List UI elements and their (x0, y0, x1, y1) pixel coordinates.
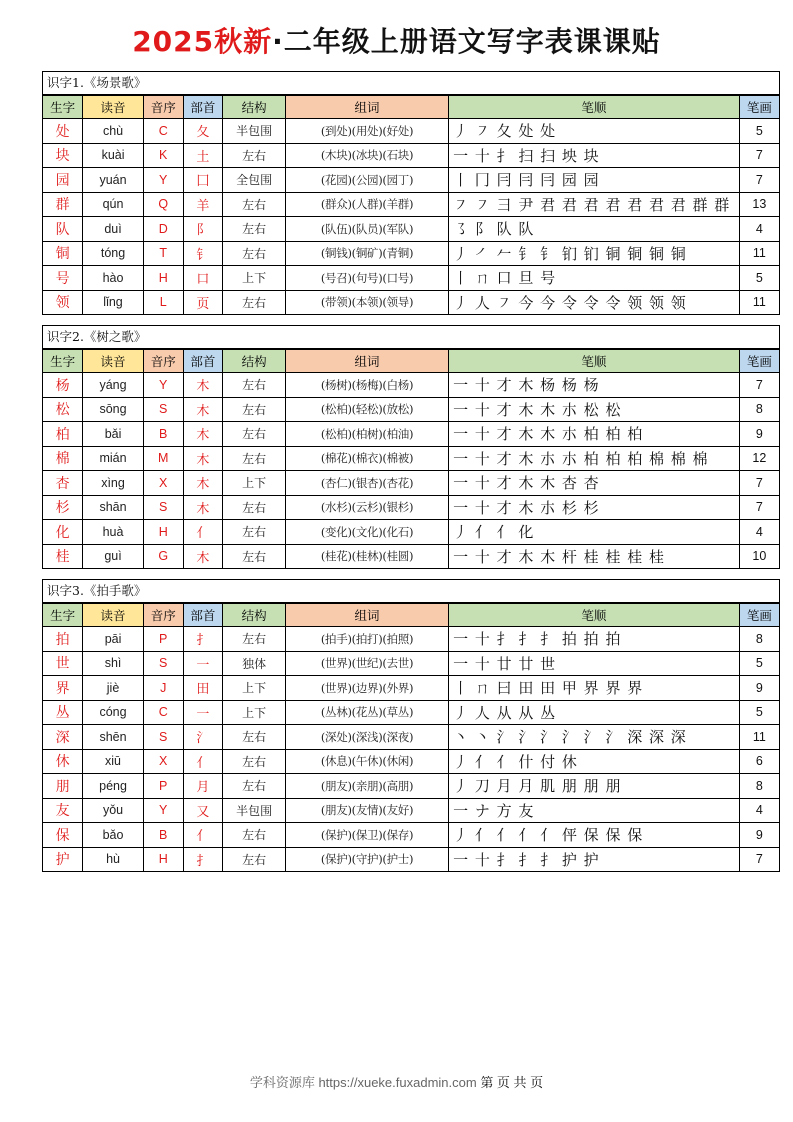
generated-char-cell: 杉 (43, 495, 83, 520)
column-header-pinyin: 读音 (83, 604, 144, 627)
column-header-structure: 结构 (223, 350, 286, 373)
generated-char-cell: 界 (43, 676, 83, 701)
radical-cell: 土 (183, 143, 223, 168)
table-row (43, 192, 779, 217)
stroke-order-cell: 丶 丶 氵 氵 氵 氵 氵 氵 深 深 深 (449, 725, 740, 750)
generated-char-cell: 护 (43, 847, 83, 871)
generated-char-cell: 化 (43, 520, 83, 545)
sound-order-cell: M (143, 446, 183, 471)
pinyin-cell: hù (83, 847, 144, 871)
radical-cell: 钅 (183, 241, 223, 266)
stroke-count-cell: 5 (739, 266, 779, 291)
table-row (43, 774, 779, 799)
stroke-order-cell: 丿 ㇒ 𠂉 钅 钅 钔 钔 铜 铜 铜 铜 (449, 241, 740, 266)
pinyin-cell: shēn (83, 725, 144, 750)
stroke-count-cell: 13 (739, 192, 779, 217)
table-row (43, 544, 779, 568)
stroke-count-cell: 9 (739, 676, 779, 701)
page-footer (0, 1072, 793, 1091)
column-header-char: 生字 (43, 96, 83, 119)
column-header-words: 组词 (286, 604, 449, 627)
structure-cell: 左右 (223, 847, 286, 871)
generated-char-cell: 领 (43, 290, 83, 314)
radical-cell: 木 (183, 373, 223, 398)
table-row (43, 847, 779, 871)
pinyin-cell: lǐng (83, 290, 144, 314)
generated-char-cell: 队 (43, 217, 83, 242)
stroke-order-cell: 丨 ㄇ 口 旦 号 (449, 266, 740, 291)
character-table (43, 603, 779, 871)
radical-cell: 一 (183, 651, 223, 676)
section-title: 识字3.《拍手歌》 (43, 580, 779, 603)
sound-order-cell: H (143, 847, 183, 871)
structure-cell: 左右 (223, 143, 286, 168)
radical-cell: 阝 (183, 217, 223, 242)
word-groups-cell: (世界)(世纪)(去世) (286, 651, 449, 676)
pinyin-cell: jiè (83, 676, 144, 701)
word-groups-cell: (杏仁)(银杏)(杏花) (286, 471, 449, 496)
radical-cell: 木 (183, 446, 223, 471)
structure-cell: 左右 (223, 749, 286, 774)
section-title: 识字2.《树之歌》 (43, 326, 779, 349)
column-header-count: 笔画 (739, 350, 779, 373)
generated-char-cell: 杨 (43, 373, 83, 398)
table-header-row (43, 604, 779, 627)
stroke-count-cell: 7 (739, 373, 779, 398)
structure-cell: 左右 (223, 241, 286, 266)
footer-site: 学科资源库 https://xueke.fuxadmin.com (249, 1075, 477, 1090)
pinyin-cell: guì (83, 544, 144, 568)
sound-order-cell: X (143, 749, 183, 774)
generated-char-cell: 块 (43, 143, 83, 168)
table-row (43, 471, 779, 496)
radical-cell: 木 (183, 397, 223, 422)
column-header-order: 音序 (143, 604, 183, 627)
page-title-highlight: 2025秋新 (132, 25, 273, 58)
structure-cell: 左右 (223, 544, 286, 568)
word-groups-cell: (号召)(句号)(口号) (286, 266, 449, 291)
radical-cell: 木 (183, 471, 223, 496)
column-header-words: 组词 (286, 96, 449, 119)
structure-cell: 全包围 (223, 168, 286, 193)
structure-cell: 左右 (223, 373, 286, 398)
table-row (43, 676, 779, 701)
table-row (43, 651, 779, 676)
column-header-count: 笔画 (739, 96, 779, 119)
stroke-count-cell: 6 (739, 749, 779, 774)
word-groups-cell: (群众)(人群)(羊群) (286, 192, 449, 217)
radical-cell: 口 (183, 266, 223, 291)
sound-order-cell: P (143, 774, 183, 799)
column-header-count: 笔画 (739, 604, 779, 627)
stroke-count-cell: 8 (739, 397, 779, 422)
table-row (43, 446, 779, 471)
structure-cell: 左右 (223, 217, 286, 242)
pinyin-cell: shì (83, 651, 144, 676)
pinyin-cell: kuài (83, 143, 144, 168)
pinyin-cell: shān (83, 495, 144, 520)
stroke-count-cell: 7 (739, 847, 779, 871)
radical-cell: 田 (183, 676, 223, 701)
column-header-strokes: 笔顺 (449, 96, 740, 119)
stroke-order-cell: ㇇ ㇇ 彐 尹 君 君 君 君 君 君 君 群 群 (449, 192, 740, 217)
radical-cell: 一 (183, 700, 223, 725)
table-row (43, 422, 779, 447)
table-row (43, 627, 779, 652)
sound-order-cell: G (143, 544, 183, 568)
pinyin-cell: huà (83, 520, 144, 545)
pinyin-cell: qún (83, 192, 144, 217)
structure-cell: 左右 (223, 774, 286, 799)
sound-order-cell: S (143, 651, 183, 676)
stroke-order-cell: 丿 人 从 从 丛 (449, 700, 740, 725)
table-row (43, 373, 779, 398)
word-groups-cell: (松柏)(柏树)(柏油) (286, 422, 449, 447)
column-header-char: 生字 (43, 350, 83, 373)
radical-cell: 扌 (183, 847, 223, 871)
column-header-radical: 部首 (183, 96, 223, 119)
stroke-order-cell: 丿 刀 月 月 肌 朋 朋 朋 (449, 774, 740, 799)
stroke-count-cell: 11 (739, 290, 779, 314)
radical-cell: 囗 (183, 168, 223, 193)
stroke-order-cell: 丨 ㄇ 曰 田 田 甲 界 界 界 (449, 676, 740, 701)
section-title: 识字1.《场景歌》 (43, 72, 779, 95)
stroke-count-cell: 5 (739, 651, 779, 676)
structure-cell: 独体 (223, 651, 286, 676)
stroke-count-cell: 7 (739, 471, 779, 496)
word-groups-cell: (到处)(用处)(好处) (286, 119, 449, 144)
generated-char-cell: 拍 (43, 627, 83, 652)
column-header-order: 音序 (143, 350, 183, 373)
stroke-count-cell: 5 (739, 700, 779, 725)
stroke-order-cell: 一 十 扌 扫 扫 坱 块 (449, 143, 740, 168)
stroke-order-cell: 丿 人 ㇇ 今 今 令 令 令 领 领 领 (449, 290, 740, 314)
pinyin-cell: yáng (83, 373, 144, 398)
pinyin-cell: pāi (83, 627, 144, 652)
table-row (43, 290, 779, 314)
structure-cell: 左右 (223, 422, 286, 447)
structure-cell: 左右 (223, 725, 286, 750)
stroke-order-cell: 一 十 才 木 朩 杉 杉 (449, 495, 740, 520)
generated-char-cell: 友 (43, 798, 83, 823)
sound-order-cell: Y (143, 168, 183, 193)
stroke-order-cell: 一 十 才 木 木 朩 柏 柏 柏 (449, 422, 740, 447)
stroke-count-cell: 9 (739, 823, 779, 848)
sound-order-cell: Y (143, 798, 183, 823)
stroke-count-cell: 8 (739, 627, 779, 652)
generated-char-cell: 桂 (43, 544, 83, 568)
stroke-count-cell: 4 (739, 520, 779, 545)
generated-char-cell: 园 (43, 168, 83, 193)
character-table (43, 349, 779, 568)
radical-cell: 木 (183, 495, 223, 520)
generated-char-cell: 铜 (43, 241, 83, 266)
structure-cell: 左右 (223, 627, 286, 652)
column-header-radical: 部首 (183, 350, 223, 373)
stroke-order-cell: ㇌ 阝 队 队 (449, 217, 740, 242)
sound-order-cell: C (143, 119, 183, 144)
stroke-order-cell: 丿 亻 亻 什 付 休 (449, 749, 740, 774)
word-groups-cell: (拍手)(拍打)(拍照) (286, 627, 449, 652)
column-header-char: 生字 (43, 604, 83, 627)
sound-order-cell: P (143, 627, 183, 652)
table-row (43, 520, 779, 545)
pinyin-cell: yuán (83, 168, 144, 193)
table-row (43, 749, 779, 774)
stroke-count-cell: 9 (739, 422, 779, 447)
structure-cell: 上下 (223, 266, 286, 291)
word-groups-cell: (朋友)(亲朋)(高朋) (286, 774, 449, 799)
stroke-count-cell: 10 (739, 544, 779, 568)
word-groups-cell: (变化)(文化)(化石) (286, 520, 449, 545)
structure-cell: 上下 (223, 700, 286, 725)
sound-order-cell: S (143, 495, 183, 520)
stroke-order-cell: 一 ナ 方 友 (449, 798, 740, 823)
generated-char-cell: 松 (43, 397, 83, 422)
generated-char-cell: 杏 (43, 471, 83, 496)
section-3-table (42, 579, 780, 872)
word-groups-cell: (世界)(边界)(外界) (286, 676, 449, 701)
stroke-count-cell: 8 (739, 774, 779, 799)
word-groups-cell: (棉花)(棉衣)(棉被) (286, 446, 449, 471)
structure-cell: 左右 (223, 192, 286, 217)
pinyin-cell: tóng (83, 241, 144, 266)
sound-order-cell: C (143, 700, 183, 725)
table-row (43, 495, 779, 520)
generated-char-cell: 朋 (43, 774, 83, 799)
word-groups-cell: (花园)(公园)(园丁) (286, 168, 449, 193)
word-groups-cell: (木块)(冰块)(石块) (286, 143, 449, 168)
stroke-count-cell: 4 (739, 798, 779, 823)
radical-cell: 夂 (183, 119, 223, 144)
table-row (43, 217, 779, 242)
generated-char-cell: 世 (43, 651, 83, 676)
table-row (43, 266, 779, 291)
table-row (43, 397, 779, 422)
word-groups-cell: (松柏)(轻松)(放松) (286, 397, 449, 422)
column-header-radical: 部首 (183, 604, 223, 627)
stroke-order-cell: 一 十 才 木 朩 朩 柏 柏 柏 棉 棉 棉 (449, 446, 740, 471)
radical-cell: 扌 (183, 627, 223, 652)
word-groups-cell: (保护)(保卫)(保存) (286, 823, 449, 848)
generated-char-cell: 保 (43, 823, 83, 848)
sound-order-cell: H (143, 520, 183, 545)
sound-order-cell: D (143, 217, 183, 242)
stroke-count-cell: 12 (739, 446, 779, 471)
sound-order-cell: T (143, 241, 183, 266)
table-row (43, 119, 779, 144)
sound-order-cell: J (143, 676, 183, 701)
structure-cell: 半包围 (223, 798, 286, 823)
page-title (0, 20, 793, 60)
generated-char-cell: 柏 (43, 422, 83, 447)
sound-order-cell: S (143, 397, 183, 422)
structure-cell: 上下 (223, 471, 286, 496)
sound-order-cell: S (143, 725, 183, 750)
table-row (43, 700, 779, 725)
structure-cell: 左右 (223, 520, 286, 545)
pinyin-cell: mián (83, 446, 144, 471)
stroke-order-cell: 一 十 廿 廿 世 (449, 651, 740, 676)
section-2-table (42, 325, 780, 569)
stroke-count-cell: 7 (739, 143, 779, 168)
generated-char-cell: 号 (43, 266, 83, 291)
pinyin-cell: duì (83, 217, 144, 242)
word-groups-cell: (铜钱)(铜矿)(青铜) (286, 241, 449, 266)
sound-order-cell: X (143, 471, 183, 496)
pinyin-cell: yǒu (83, 798, 144, 823)
column-header-strokes: 笔顺 (449, 350, 740, 373)
radical-cell: 亻 (183, 520, 223, 545)
pinyin-cell: péng (83, 774, 144, 799)
word-groups-cell: (深处)(深浅)(深夜) (286, 725, 449, 750)
pinyin-cell: bǎi (83, 422, 144, 447)
table-row (43, 168, 779, 193)
structure-cell: 左右 (223, 397, 286, 422)
radical-cell: 又 (183, 798, 223, 823)
sound-order-cell: H (143, 266, 183, 291)
stroke-count-cell: 4 (739, 217, 779, 242)
sound-order-cell: B (143, 422, 183, 447)
stroke-count-cell: 5 (739, 119, 779, 144)
generated-char-cell: 棉 (43, 446, 83, 471)
structure-cell: 左右 (223, 446, 286, 471)
structure-cell: 上下 (223, 676, 286, 701)
generated-char-cell: 休 (43, 749, 83, 774)
column-header-structure: 结构 (223, 604, 286, 627)
word-groups-cell: (队伍)(队员)(军队) (286, 217, 449, 242)
table-header-row (43, 350, 779, 373)
stroke-order-cell: 一 十 扌 扌 扌 护 护 (449, 847, 740, 871)
stroke-order-cell: 一 十 才 木 杨 杨 杨 (449, 373, 740, 398)
pinyin-cell: hào (83, 266, 144, 291)
stroke-count-cell: 7 (739, 168, 779, 193)
sound-order-cell: K (143, 143, 183, 168)
sound-order-cell: Y (143, 373, 183, 398)
sound-order-cell: B (143, 823, 183, 848)
pinyin-cell: xiū (83, 749, 144, 774)
stroke-order-cell: 丿 亻 亻 化 (449, 520, 740, 545)
column-header-structure: 结构 (223, 96, 286, 119)
stroke-order-cell: 一 十 才 木 木 朩 松 松 (449, 397, 740, 422)
pinyin-cell: cóng (83, 700, 144, 725)
structure-cell: 半包围 (223, 119, 286, 144)
page-title-main: ·二年级上册语文写字表课课贴 (272, 25, 661, 58)
stroke-count-cell: 7 (739, 495, 779, 520)
word-groups-cell: (带领)(本领)(领导) (286, 290, 449, 314)
generated-char-cell: 深 (43, 725, 83, 750)
column-header-pinyin: 读音 (83, 350, 144, 373)
stroke-count-cell: 11 (739, 725, 779, 750)
radical-cell: 亻 (183, 749, 223, 774)
generated-char-cell: 处 (43, 119, 83, 144)
section-1-table (42, 71, 780, 315)
word-groups-cell: (保护)(守护)(护士) (286, 847, 449, 871)
sound-order-cell: Q (143, 192, 183, 217)
structure-cell: 左右 (223, 823, 286, 848)
radical-cell: 月 (183, 774, 223, 799)
word-groups-cell: (桂花)(桂林)(桂圆) (286, 544, 449, 568)
radical-cell: 木 (183, 544, 223, 568)
pinyin-cell: xìng (83, 471, 144, 496)
radical-cell: 木 (183, 422, 223, 447)
word-groups-cell: (丛林)(花丛)(草丛) (286, 700, 449, 725)
word-groups-cell: (朋友)(友情)(友好) (286, 798, 449, 823)
stroke-order-cell: 一 十 才 木 木 杏 杏 (449, 471, 740, 496)
radical-cell: 氵 (183, 725, 223, 750)
structure-cell: 左右 (223, 290, 286, 314)
column-header-strokes: 笔顺 (449, 604, 740, 627)
pinyin-cell: sōng (83, 397, 144, 422)
table-row (43, 143, 779, 168)
radical-cell: 亻 (183, 823, 223, 848)
character-table (43, 95, 779, 314)
table-row (43, 241, 779, 266)
table-row (43, 823, 779, 848)
radical-cell: 页 (183, 290, 223, 314)
pinyin-cell: bǎo (83, 823, 144, 848)
sound-order-cell: L (143, 290, 183, 314)
word-groups-cell: (水杉)(云杉)(银杉) (286, 495, 449, 520)
stroke-count-cell: 11 (739, 241, 779, 266)
stroke-order-cell: 丨 冂 冃 冃 冃 园 园 (449, 168, 740, 193)
table-header-row (43, 96, 779, 119)
generated-char-cell: 丛 (43, 700, 83, 725)
column-header-order: 音序 (143, 96, 183, 119)
structure-cell: 左右 (223, 495, 286, 520)
stroke-order-cell: 一 十 扌 扌 扌 拍 拍 拍 (449, 627, 740, 652)
word-groups-cell: (休息)(午休)(休闲) (286, 749, 449, 774)
footer-page-number: 第 页 共 页 (480, 1075, 544, 1090)
word-groups-cell: (杨树)(杨梅)(白杨) (286, 373, 449, 398)
stroke-order-cell: 丿 ㇇ 夂 处 处 (449, 119, 740, 144)
generated-char-cell: 群 (43, 192, 83, 217)
column-header-words: 组词 (286, 350, 449, 373)
stroke-order-cell: 一 十 才 木 木 杆 桂 桂 桂 桂 (449, 544, 740, 568)
table-row (43, 798, 779, 823)
radical-cell: 羊 (183, 192, 223, 217)
stroke-order-cell: 丿 亻 亻 亻 亻 伻 保 保 保 (449, 823, 740, 848)
column-header-pinyin: 读音 (83, 96, 144, 119)
pinyin-cell: chù (83, 119, 144, 144)
table-row (43, 725, 779, 750)
